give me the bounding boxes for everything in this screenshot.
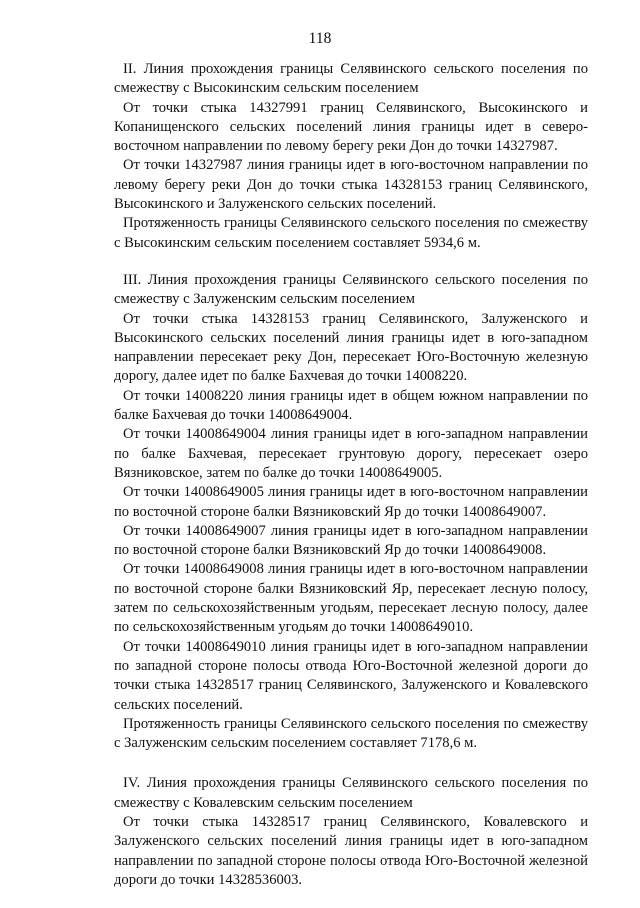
paragraph: От точки 14008220 линия границы идет в общем южном направлении по балке Бахчевая до точки 14008649004.	[114, 387, 588, 424]
paragraph: От точки 14327987 линия границы идет в юго-восточном направлении по левому берегу реки Дон до точки стыка 14328153 границ Селявинского, Высокинского и Залуженского сельских поселений.	[114, 157, 588, 213]
section-iv	[114, 774, 588, 890]
section-heading: III. Линия прохождения границы Селявинского сельского поселения по смежеству с Залуженским сельским поселением	[114, 271, 588, 308]
paragraph: Протяженность границы Селявинского сельского поселения по смежеству с Высокинским сельским поселением составляет 5934,6 м.	[114, 215, 588, 251]
section-iii	[114, 271, 588, 753]
paragraph: От точки стыка 14327991 границ Селявинского, Высокинского и Копанищенского сельских поселений линия границы идет в северо-восточном направлении по левому берегу реки Дон до точки 14327987.	[114, 99, 588, 155]
paragraph: От точки 14008649010 линия границы идет в юго-западном направлении по западной стороне полосы отвода Юго-Восточной железной дороги до точки стыка 14328517 границ Селявинского, Залуженского и Ковалевского сельских поселений.	[114, 638, 588, 713]
paragraph: От точки 14008649004 линия границы идет в юго-западном направлении по балке Бахчевая, пересекает грунтовую дорогу, пересекает озеро Вязниковское, затем по балке до точки 14008649005.	[114, 426, 588, 481]
page-number: 118	[308, 30, 332, 47]
paragraph: От точки стыка 14328153 границ Селявинского, Залуженского и Высокинского сельских поселений линия границы идет в юго-западном направлении пересекает реку Дон, пересекает Юго-Восточную железную дорогу, далее идет по балке Бахчевая до точки 14008220.	[114, 310, 588, 385]
section-heading: II. Линия прохождения границы Селявинского сельского поселения по смежеству с Высокинским сельским поселением	[114, 61, 588, 97]
paragraph: От точки 14008649008 линия границы идет в юго-восточном направлении по восточной стороне балки Вязниковский Яр, пересекает лесную полосу, затем по сельскохозяйственным угодьям, пересекает лесную полосу, далее по сельскохозяйственным угодьям до точки 14008649010.	[114, 561, 588, 636]
document-body	[114, 60, 588, 908]
paragraph: Протяженность границы Селявинского сельского поселения по смежеству с Залуженским сельским поселением составляет 7178,6 м.	[114, 715, 588, 752]
section-ii	[114, 60, 588, 253]
paragraph: От точки стыка 14328517 границ Селявинского, Ковалевского и Залуженского сельских поселений линия границы идет в юго-западном направлении по западной стороне полосы отвода Юго-Восточной железной дороги до точки 14328536003.	[114, 813, 588, 888]
paragraph: От точки 14008649007 линия границы идет в юго-западном направлении по восточной стороне балки Вязниковский Яр до точки 14008649008.	[114, 522, 588, 559]
section-heading: IV. Линия прохождения границы Селявинского сельского поселения по смежеству с Ковалевским сельским поселением	[114, 775, 588, 811]
paragraph: От точки 14008649005 линия границы идет в юго-восточном направлении по восточной стороне балки Вязниковский Яр до точки 14008649007.	[114, 484, 588, 520]
